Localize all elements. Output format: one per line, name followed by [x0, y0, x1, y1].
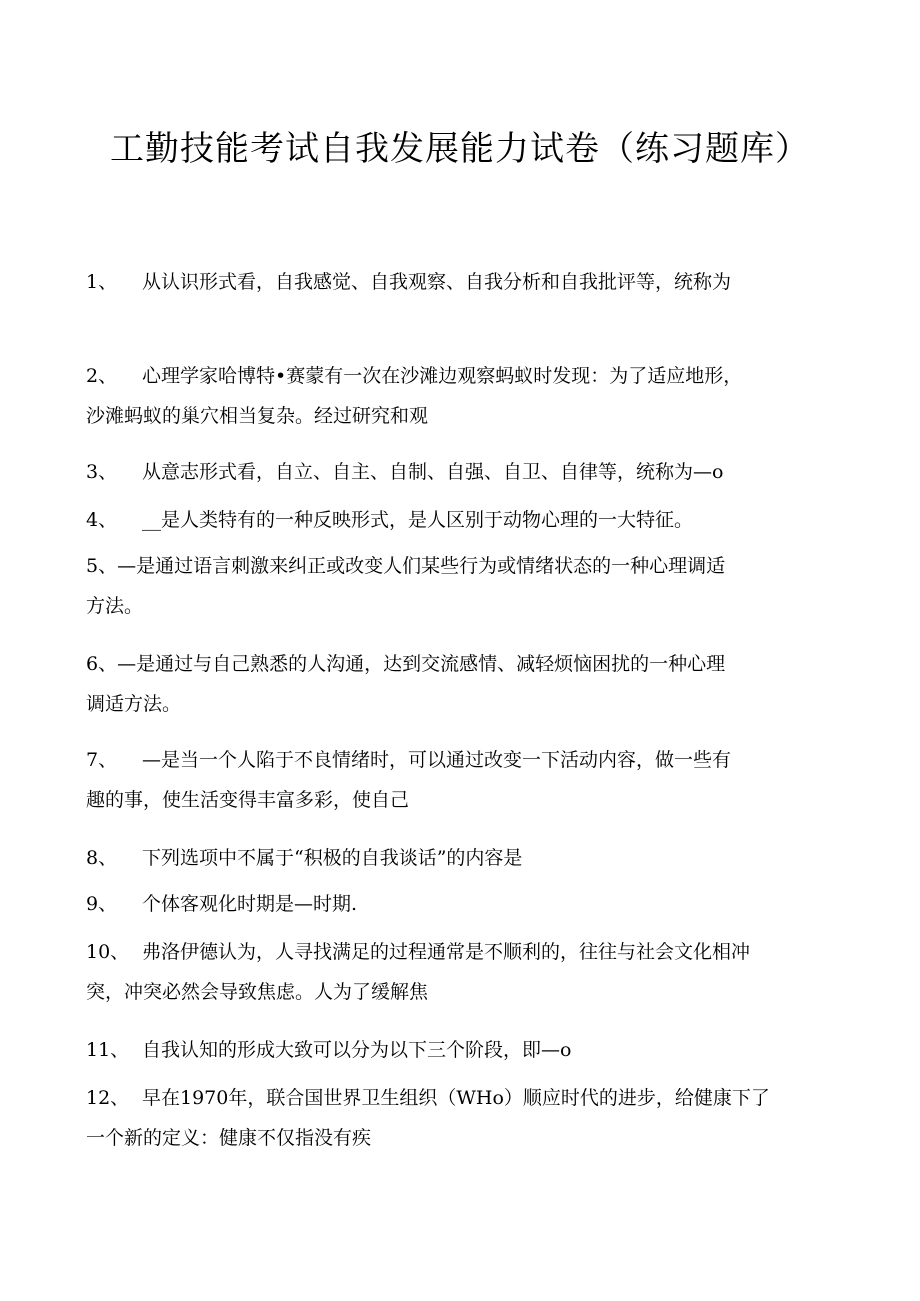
question-2 [86, 356, 826, 436]
question-number: 6、 [86, 653, 118, 675]
question-text-continued: 沙滩蚂蚁的巢穴相当复杂。经过研究和观 [86, 405, 429, 427]
question-text-continued: 调适方法。 [86, 693, 182, 715]
question-text: 从意志形式看，自立、自主、自制、自强、自卫、自律等，统称为—o [142, 461, 724, 483]
question-9 [86, 884, 826, 924]
question-1 [86, 262, 826, 302]
question-10 [86, 932, 826, 1012]
question-text: 下列选项中不属于“积极的自我谈话”的内容是 [142, 847, 523, 869]
question-number: 4、 [86, 509, 118, 531]
question-number: 2、 [86, 365, 118, 387]
question-text-continued: 趣的事，使生活变得丰富多彩，使自己 [86, 789, 410, 811]
question-text: __是人类特有的一种反映形式，是人区别于动物心理的一大特征。 [142, 509, 694, 531]
page-title: 工勤技能考试自我发展能力试卷（练习题库） [110, 129, 810, 169]
question-text-continued: 方法。 [86, 595, 144, 617]
question-text: 从认识形式看，自我感觉、自我观察、自我分析和自我批评等，统称为 [142, 271, 732, 293]
question-text: 弗洛伊德认为，人寻找满足的过程通常是不顺利的，往往与社会文化相冲 [142, 941, 751, 963]
question-11 [86, 1030, 826, 1070]
question-number: 8、 [86, 847, 118, 869]
question-7 [86, 740, 826, 820]
question-text: 早在1970年，联合国世界卫生组织（WHo）顺应时代的进步，给健康下了 [142, 1087, 770, 1109]
question-12 [86, 1078, 826, 1158]
question-8 [86, 838, 826, 878]
question-4 [86, 500, 826, 540]
question-text-continued: 突，冲突必然会导致焦虑。人为了缓解焦 [86, 981, 429, 1003]
question-number: 12、 [86, 1087, 130, 1109]
question-number: 11、 [86, 1039, 130, 1061]
question-text: —是当一个人陷于不良情绪时，可以通过改变一下活动内容，做一些有 [142, 749, 732, 771]
question-text: 心理学家哈博特•赛蒙有一次在沙滩边观察蚂蚁时发现：为了适应地形， [142, 365, 743, 387]
question-3 [86, 452, 826, 492]
question-6 [86, 644, 826, 724]
question-number: 3、 [86, 461, 118, 483]
question-text: —是通过语言刺激来纠正或改变人们某些行为或情绪状态的一种心理调适 [117, 555, 726, 577]
question-number: 5、 [86, 555, 118, 577]
question-text: —是通过与自己熟悉的人沟通，达到交流感情、减轻烦恼困扰的一种心理 [117, 653, 726, 675]
question-text: 个体客观化时期是—时期. [142, 893, 358, 915]
question-number: 1、 [86, 271, 118, 293]
question-number: 9、 [86, 893, 118, 915]
question-5 [86, 546, 826, 626]
question-number: 7、 [86, 749, 118, 771]
question-text-continued: 一个新的定义：健康不仅指没有疾 [86, 1127, 372, 1149]
question-number: 10、 [86, 941, 130, 963]
question-text: 自我认知的形成大致可以分为以下三个阶段，即—o [142, 1039, 572, 1061]
